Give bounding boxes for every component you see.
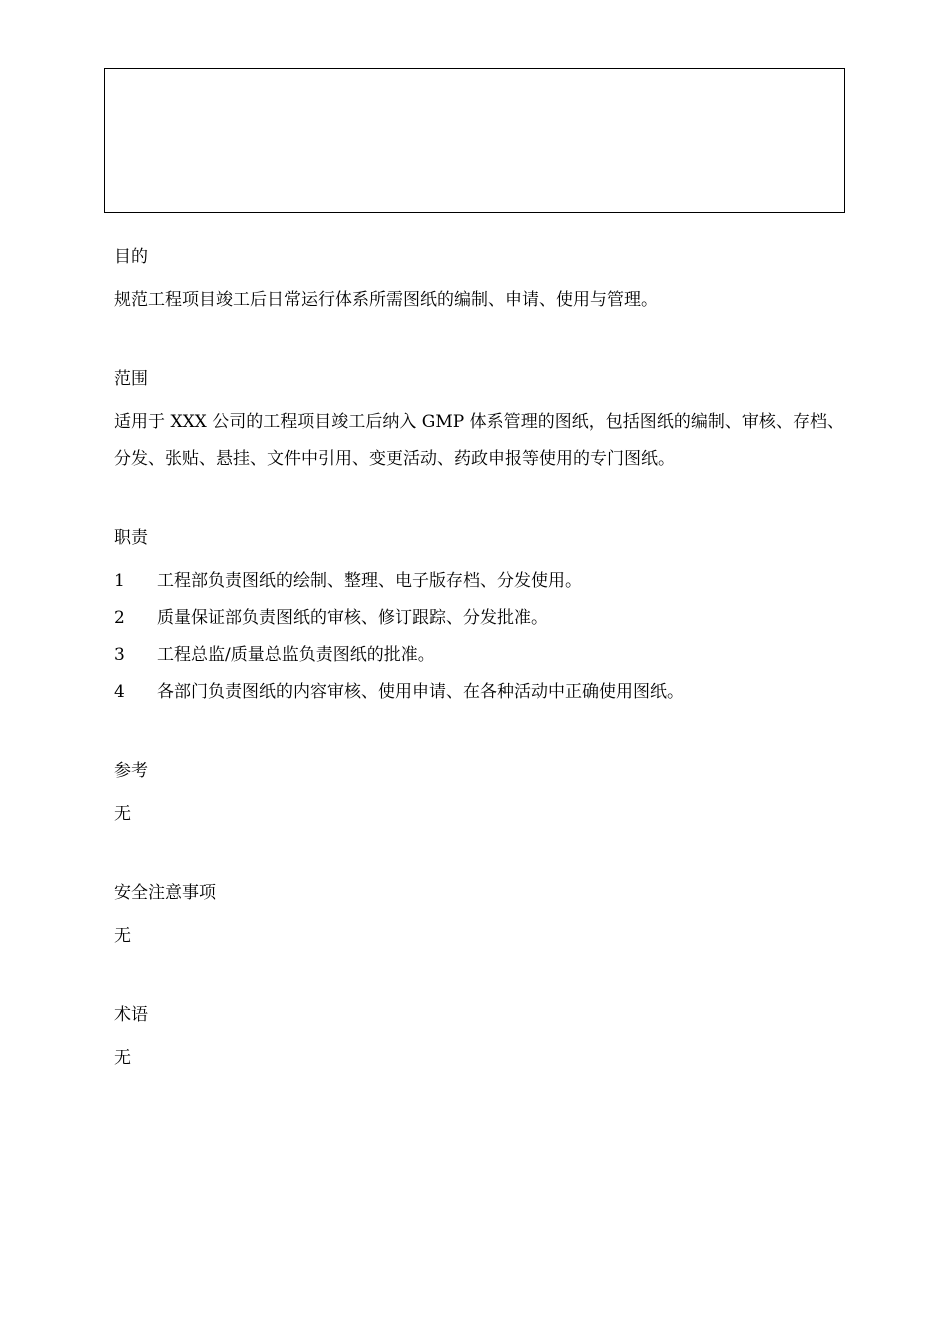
section-terms [114, 1002, 844, 1077]
list-item-text: 质量保证部负责图纸的审核、修订跟踪、分发批准。 [157, 608, 548, 628]
section-responsibilities [114, 525, 844, 711]
section-purpose [114, 244, 844, 319]
list-item-number: 3 [114, 645, 125, 665]
list-item-number: 4 [114, 682, 125, 702]
list-item-text: 工程部负责图纸的绘制、整理、电子版存档、分发使用。 [157, 571, 582, 591]
document-body [114, 244, 844, 1077]
list-item [114, 600, 844, 637]
section-heading-purpose: 目的 [114, 247, 148, 267]
section-text-references: 无 [114, 804, 131, 824]
responsibilities-list [114, 563, 844, 711]
section-text-purpose: 规范工程项目竣工后日常运行体系所需图纸的编制、申请、使用与管理。 [114, 290, 658, 310]
section-heading-terms: 术语 [114, 1005, 148, 1025]
list-item-number: 1 [114, 571, 125, 591]
section-text-safety: 无 [114, 926, 131, 946]
section-heading-scope: 范围 [114, 369, 148, 389]
section-text-terms: 无 [114, 1048, 131, 1068]
section-heading-references: 参考 [114, 761, 148, 781]
section-safety [114, 880, 844, 955]
section-scope [114, 366, 844, 478]
section-references [114, 758, 844, 833]
list-item-number: 2 [114, 608, 125, 628]
section-heading-safety: 安全注意事项 [114, 883, 216, 903]
list-item-text: 各部门负责图纸的内容审核、使用申请、在各种活动中正确使用图纸。 [157, 682, 684, 702]
list-item [114, 563, 844, 600]
header-box [104, 68, 845, 213]
list-item [114, 674, 844, 711]
list-item [114, 637, 844, 674]
section-text-scope: 适用于 XXX 公司的工程项目竣工后纳入 GMP 体系管理的图纸，包括图纸的编制、审核、存档、分发、张贴、悬挂、文件中引用、变更活动、药政申报等使用的专门图纸。 [114, 412, 844, 469]
section-heading-responsibilities: 职责 [114, 528, 148, 548]
list-item-text: 工程总监/质量总监负责图纸的批准。 [157, 645, 435, 665]
